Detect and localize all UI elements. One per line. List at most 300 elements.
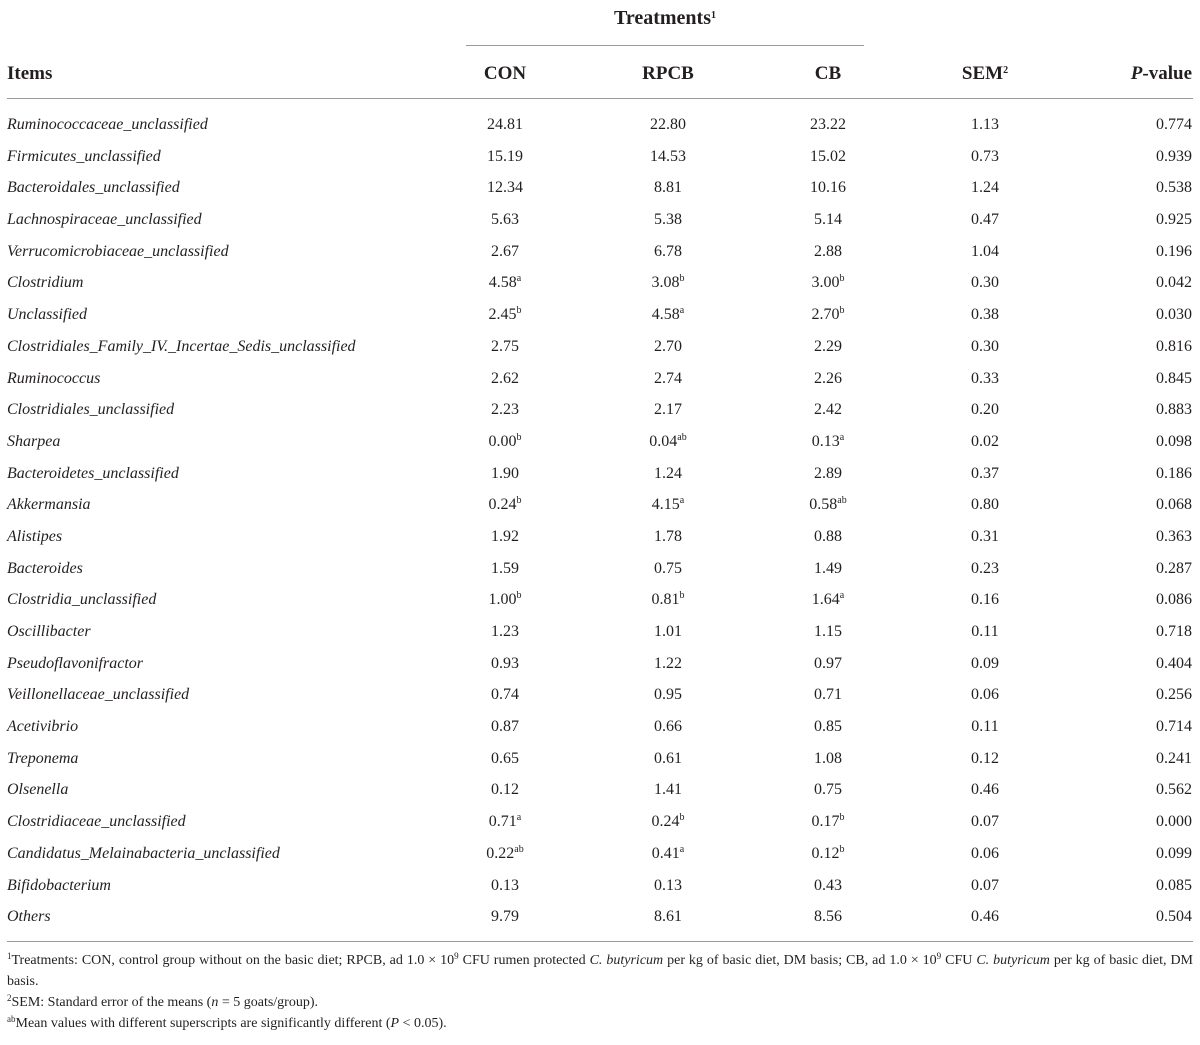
cell-cb xyxy=(743,145,913,169)
value: 2.42 xyxy=(814,401,842,419)
table-header-row xyxy=(0,60,1200,88)
cell-rpcb xyxy=(583,303,753,327)
footnote-p: P xyxy=(390,1016,400,1031)
cell-pvalue: 0.939 xyxy=(1156,147,1192,165)
value: 1.08 xyxy=(814,749,842,767)
cell-cb xyxy=(743,335,913,359)
cell-con xyxy=(420,715,590,739)
cell-rpcb xyxy=(583,683,753,707)
cell-rpcb xyxy=(583,747,753,771)
value: 0.71 xyxy=(488,813,517,831)
row-item: Ruminococcus xyxy=(7,369,101,387)
significance-letter: b xyxy=(839,812,845,824)
row-item: Unclassified xyxy=(7,306,87,324)
cell-con xyxy=(420,271,590,295)
cell-con xyxy=(420,842,590,866)
table-row xyxy=(0,775,1200,807)
cell-con xyxy=(420,874,590,898)
footnote-text: CFU xyxy=(941,953,977,968)
cell-pvalue: 0.085 xyxy=(1156,876,1192,894)
cell-rpcb xyxy=(583,271,753,295)
significance-letter: a xyxy=(679,843,685,855)
footnote-exponent: 9 xyxy=(936,951,942,961)
row-item: Clostridiales_unclassified xyxy=(7,401,175,419)
value: 2.88 xyxy=(814,242,842,260)
footnote-exponent: 9 xyxy=(454,951,459,961)
cell-sem: 1.24 xyxy=(971,179,999,197)
cell-pvalue: 0.714 xyxy=(1156,718,1192,736)
cell-cb xyxy=(743,588,913,612)
footnote-sem xyxy=(7,992,1193,1013)
cell-con xyxy=(420,747,590,771)
cell-rpcb xyxy=(583,874,753,898)
value: 5.63 xyxy=(491,211,519,229)
row-item: Clostridiaceae_unclassified xyxy=(7,813,186,831)
table-row xyxy=(0,554,1200,586)
significance-letter: a xyxy=(516,273,522,285)
cell-con xyxy=(420,905,590,929)
cell-sem: 0.31 xyxy=(971,527,999,545)
value: 2.26 xyxy=(814,369,842,387)
cell-rpcb xyxy=(583,493,753,517)
value: 0.66 xyxy=(654,718,682,736)
cell-rpcb xyxy=(583,810,753,834)
value: 2.17 xyxy=(654,401,682,419)
value: 3.08 xyxy=(651,274,680,292)
significance-letter: a xyxy=(839,431,845,443)
table-row xyxy=(0,395,1200,427)
value: 1.49 xyxy=(814,559,842,577)
table-row xyxy=(0,332,1200,364)
cell-con xyxy=(420,778,590,802)
value: 0.41 xyxy=(651,844,680,862)
value: 2.89 xyxy=(814,464,842,482)
value: 2.45 xyxy=(488,306,517,324)
cell-cb xyxy=(743,557,913,581)
column-header-items: Items xyxy=(7,63,53,84)
row-item: Veillonellaceae_unclassified xyxy=(7,686,190,704)
cell-rpcb xyxy=(583,462,753,486)
cell-rpcb xyxy=(583,620,753,644)
cell-pvalue: 0.256 xyxy=(1156,686,1192,704)
row-item: Others xyxy=(7,908,51,926)
value: 5.38 xyxy=(654,211,682,229)
significance-letter: b xyxy=(839,273,845,285)
value: 2.75 xyxy=(491,337,519,355)
cell-sem: 0.07 xyxy=(971,813,999,831)
cell-pvalue: 0.099 xyxy=(1156,844,1192,862)
group-header-rule xyxy=(466,45,864,46)
cell-con xyxy=(420,462,590,486)
value: 0.13 xyxy=(491,876,519,894)
cell-rpcb xyxy=(583,113,753,137)
value: 0.93 xyxy=(491,654,519,672)
sem-footnote-marker: 2 xyxy=(1003,65,1009,76)
value: 0.24 xyxy=(651,813,680,831)
cell-pvalue: 0.363 xyxy=(1156,527,1192,545)
cell-sem: 0.80 xyxy=(971,496,999,514)
table-body xyxy=(0,110,1200,934)
footnote-marker: 2 xyxy=(7,993,12,1003)
cell-pvalue: 0.000 xyxy=(1156,813,1192,831)
cell-cb xyxy=(743,176,913,200)
cell-sem: 0.30 xyxy=(971,337,999,355)
table-row xyxy=(0,427,1200,459)
cell-con xyxy=(420,145,590,169)
cell-pvalue: 0.562 xyxy=(1156,781,1192,799)
header-rule xyxy=(7,98,1193,99)
footnote-species: C. butyricum xyxy=(976,953,1050,968)
column-header-con: CON xyxy=(483,63,527,84)
row-item: Alistipes xyxy=(7,527,63,545)
value: 1.15 xyxy=(814,623,842,640)
value: 1.41 xyxy=(654,781,682,799)
footnote-significance xyxy=(7,1013,1193,1034)
significance-letter: b xyxy=(679,812,685,824)
value: 10.16 xyxy=(810,179,846,197)
cell-pvalue: 0.241 xyxy=(1156,749,1192,767)
footnote-treatments xyxy=(7,950,1193,992)
value: 0.65 xyxy=(491,749,519,767)
value: 0.13 xyxy=(811,432,840,450)
value: 0.88 xyxy=(814,527,842,545)
significance-letter: a xyxy=(516,812,522,824)
value: 2.62 xyxy=(491,369,519,387)
value: 1.59 xyxy=(491,559,519,577)
row-item: Clostridium xyxy=(7,274,84,292)
footnote-text: Mean values with different superscripts are significantly different ( xyxy=(15,1016,391,1031)
value: 5.14 xyxy=(814,211,842,229)
table-row xyxy=(0,237,1200,269)
value: 0.00 xyxy=(488,432,517,450)
table-row xyxy=(0,902,1200,934)
cell-con xyxy=(420,557,590,581)
footnote-species: C. butyricum xyxy=(589,953,664,968)
table-row xyxy=(0,268,1200,300)
cell-cb xyxy=(743,430,913,454)
cell-con xyxy=(420,683,590,707)
cell-rpcb xyxy=(583,778,753,802)
footnote-text: = 5 goats/group). xyxy=(218,995,319,1010)
column-header-cb: CB xyxy=(814,63,842,84)
cell-pvalue: 0.030 xyxy=(1156,306,1192,324)
cell-sem: 0.46 xyxy=(971,781,999,799)
table-row xyxy=(0,585,1200,617)
value: 0.97 xyxy=(814,654,842,672)
value: 2.29 xyxy=(814,337,842,355)
pvalue-p-letter: P xyxy=(1130,63,1143,84)
row-item: Acetivibrio xyxy=(7,718,79,736)
value: 1.00 xyxy=(488,591,517,609)
cell-sem: 0.11 xyxy=(971,718,999,736)
cell-sem: 0.11 xyxy=(971,623,999,640)
significance-letter: ab xyxy=(837,495,847,507)
cell-rpcb xyxy=(583,398,753,422)
cell-pvalue: 0.883 xyxy=(1156,401,1192,419)
cell-cb xyxy=(743,778,913,802)
cell-sem: 0.46 xyxy=(971,908,999,926)
cell-pvalue: 0.196 xyxy=(1156,242,1192,260)
value: 0.74 xyxy=(491,686,519,704)
cell-cb xyxy=(743,113,913,137)
cell-pvalue: 0.816 xyxy=(1156,337,1192,355)
value: 2.74 xyxy=(654,369,682,387)
cell-con xyxy=(420,652,590,676)
row-item: Bifidobacterium xyxy=(7,876,111,894)
cell-con xyxy=(420,525,590,549)
value: 23.22 xyxy=(810,116,846,133)
cell-sem: 0.47 xyxy=(971,211,999,229)
footnote-marker: ab xyxy=(7,1014,16,1024)
cell-pvalue: 0.287 xyxy=(1156,559,1192,577)
value: 0.71 xyxy=(814,686,842,704)
cell-con xyxy=(420,240,590,264)
significance-letter: b xyxy=(679,590,685,602)
cell-con xyxy=(420,113,590,137)
value: 8.61 xyxy=(654,908,682,926)
row-item: Oscillibacter xyxy=(7,623,91,640)
cell-pvalue: 0.774 xyxy=(1156,116,1192,133)
cell-rpcb xyxy=(583,652,753,676)
value: 0.17 xyxy=(811,813,840,831)
value: 0.12 xyxy=(491,781,519,799)
cell-pvalue: 0.068 xyxy=(1156,496,1192,514)
cell-sem: 0.09 xyxy=(971,654,999,672)
cell-sem: 0.06 xyxy=(971,686,999,704)
column-header-rpcb: RPCB xyxy=(642,63,694,84)
cell-cb xyxy=(743,398,913,422)
value: 0.85 xyxy=(814,718,842,736)
value: 4.58 xyxy=(651,306,680,324)
significance-letter: ab xyxy=(677,431,687,443)
value: 15.02 xyxy=(810,147,846,165)
value: 3.00 xyxy=(811,274,840,292)
column-header-pvalue xyxy=(1010,60,1192,88)
cell-cb xyxy=(743,842,913,866)
cell-rpcb xyxy=(583,176,753,200)
cell-sem: 0.02 xyxy=(971,432,999,450)
value: 1.64 xyxy=(811,591,840,609)
footnote-text: per kg of basic diet, DM basis; CB, ad 1.0 × 10 xyxy=(663,953,937,968)
significance-letter: b xyxy=(839,305,845,317)
cell-sem: 0.23 xyxy=(971,559,999,577)
cell-cb xyxy=(743,367,913,391)
cell-con xyxy=(420,176,590,200)
value: 0.87 xyxy=(491,718,519,736)
cell-cb xyxy=(743,652,913,676)
significance-letter: b xyxy=(516,431,522,443)
table-row xyxy=(0,680,1200,712)
cell-sem: 0.16 xyxy=(971,591,999,609)
treatments-footnote-marker: 1 xyxy=(711,10,716,21)
value: 15.19 xyxy=(487,147,523,165)
row-item: Lachnospiraceae_unclassified xyxy=(7,211,202,229)
row-item: Olsenella xyxy=(7,781,69,799)
value: 8.81 xyxy=(654,179,682,197)
cell-sem: 0.37 xyxy=(971,464,999,482)
footnote-text: < 0.05). xyxy=(399,1016,447,1031)
table-bottom-rule xyxy=(7,941,1193,942)
cell-sem: 0.33 xyxy=(971,369,999,387)
value: 2.70 xyxy=(811,306,840,324)
cell-rpcb xyxy=(583,715,753,739)
row-item: Bacteroidetes_unclassified xyxy=(7,464,179,482)
value: 1.92 xyxy=(491,527,519,545)
cell-pvalue: 0.925 xyxy=(1156,211,1192,229)
cell-sem: 1.04 xyxy=(971,242,999,260)
footnote-text: SEM: Standard error of the means ( xyxy=(11,995,212,1010)
cell-pvalue: 0.845 xyxy=(1156,369,1192,387)
row-item: Clostridia_unclassified xyxy=(7,591,157,609)
cell-cb xyxy=(743,303,913,327)
cell-rpcb xyxy=(583,842,753,866)
cell-sem: 0.12 xyxy=(971,749,999,767)
cell-rpcb xyxy=(583,525,753,549)
cell-sem: 0.73 xyxy=(971,147,999,165)
significance-letter: b xyxy=(679,273,685,285)
pvalue-suffix: -value xyxy=(1142,63,1192,84)
value: 1.78 xyxy=(654,527,682,545)
significance-letter: b xyxy=(516,495,522,507)
table-row xyxy=(0,649,1200,681)
value: 1.90 xyxy=(491,464,519,482)
cell-sem: 1.13 xyxy=(971,116,999,133)
row-item: Ruminococcaceae_unclassified xyxy=(7,116,208,133)
cell-con xyxy=(420,335,590,359)
cell-pvalue: 0.404 xyxy=(1156,654,1192,672)
table-row xyxy=(0,459,1200,491)
footnote-text: Treatments: CON, control group without on the basic diet; RPCB, ad 1.0 × 10 xyxy=(11,953,455,968)
cell-cb xyxy=(743,240,913,264)
table-row xyxy=(0,617,1200,649)
cell-sem: 0.20 xyxy=(971,401,999,419)
cell-con xyxy=(420,367,590,391)
cell-cb xyxy=(743,208,913,232)
table-row xyxy=(0,110,1200,142)
cell-cb xyxy=(743,493,913,517)
table-row xyxy=(0,205,1200,237)
cell-con xyxy=(420,810,590,834)
table-row xyxy=(0,839,1200,871)
value: 6.78 xyxy=(654,242,682,260)
value: 2.23 xyxy=(491,401,519,419)
cell-con xyxy=(420,208,590,232)
cell-con xyxy=(420,398,590,422)
cell-pvalue: 0.186 xyxy=(1156,464,1192,482)
row-item: Verrucomicrobiaceae_unclassified xyxy=(7,242,229,260)
value: 22.80 xyxy=(650,116,686,133)
cell-sem: 0.06 xyxy=(971,844,999,862)
row-item: Sharpea xyxy=(7,432,61,450)
value: 0.75 xyxy=(814,781,842,799)
table-row xyxy=(0,807,1200,839)
cell-sem: 0.38 xyxy=(971,306,999,324)
cell-cb xyxy=(743,747,913,771)
row-item: Akkermansia xyxy=(7,496,91,514)
cell-pvalue: 0.098 xyxy=(1156,432,1192,450)
value: 1.23 xyxy=(491,623,519,640)
value: 0.22 xyxy=(486,844,515,862)
cell-pvalue: 0.504 xyxy=(1156,908,1192,926)
cell-rpcb xyxy=(583,335,753,359)
footnote-text: CFU rumen protected xyxy=(458,953,590,968)
significance-letter: b xyxy=(516,590,522,602)
cell-con xyxy=(420,303,590,327)
value: 0.13 xyxy=(654,876,682,894)
cell-pvalue: 0.086 xyxy=(1156,591,1192,609)
significance-letter: a xyxy=(839,590,845,602)
value: 0.58 xyxy=(809,496,838,514)
cell-cb xyxy=(743,874,913,898)
row-item: Candidatus_Melainabacteria_unclassified xyxy=(7,844,280,862)
cell-cb xyxy=(743,905,913,929)
cell-pvalue: 0.538 xyxy=(1156,179,1192,197)
treatments-label: Treatments xyxy=(613,7,711,29)
value: 0.81 xyxy=(651,591,680,609)
cell-cb xyxy=(743,620,913,644)
value: 0.75 xyxy=(654,559,682,577)
value: 2.67 xyxy=(491,242,519,260)
value: 14.53 xyxy=(650,147,686,165)
value: 0.43 xyxy=(814,876,842,894)
cell-rpcb xyxy=(583,430,753,454)
cell-rpcb xyxy=(583,145,753,169)
treatments-group-header xyxy=(466,4,864,32)
table-row xyxy=(0,871,1200,903)
value: 0.95 xyxy=(654,686,682,704)
cell-rpcb xyxy=(583,208,753,232)
cell-sem: 0.30 xyxy=(971,274,999,292)
footnote-text: per kg of basic diet, DM basis. xyxy=(7,953,1193,989)
cell-pvalue: 0.042 xyxy=(1156,274,1192,292)
cell-con xyxy=(420,430,590,454)
value: 1.01 xyxy=(654,623,682,640)
table-row xyxy=(0,364,1200,396)
value: 24.81 xyxy=(487,116,523,133)
cell-sem: 0.07 xyxy=(971,876,999,894)
row-item: Pseudoflavonifractor xyxy=(7,654,143,672)
significance-letter: a xyxy=(679,305,685,317)
table-row xyxy=(0,300,1200,332)
cell-con xyxy=(420,620,590,644)
value: 9.79 xyxy=(491,908,519,926)
value: 0.04 xyxy=(649,432,678,450)
value: 1.22 xyxy=(654,654,682,672)
cell-pvalue: 0.718 xyxy=(1156,623,1192,640)
row-item: Treponema xyxy=(7,749,79,767)
cell-rpcb xyxy=(583,240,753,264)
significance-letter: b xyxy=(516,305,522,317)
table-row xyxy=(0,522,1200,554)
footnotes xyxy=(7,950,1193,1034)
value: 2.70 xyxy=(654,337,682,355)
cell-rpcb xyxy=(583,588,753,612)
footnote-marker: 1 xyxy=(7,951,12,961)
footnote-n: n xyxy=(211,995,219,1010)
row-item: Firmicutes_unclassified xyxy=(7,147,161,165)
value: 0.12 xyxy=(811,844,840,862)
cell-rpcb xyxy=(583,367,753,391)
table-row xyxy=(0,712,1200,744)
cell-cb xyxy=(743,810,913,834)
value: 0.24 xyxy=(488,496,517,514)
cell-cb xyxy=(743,271,913,295)
cell-cb xyxy=(743,462,913,486)
value: 12.34 xyxy=(487,179,523,197)
value: 4.58 xyxy=(488,274,517,292)
significance-letter: b xyxy=(839,843,845,855)
table-row xyxy=(0,490,1200,522)
